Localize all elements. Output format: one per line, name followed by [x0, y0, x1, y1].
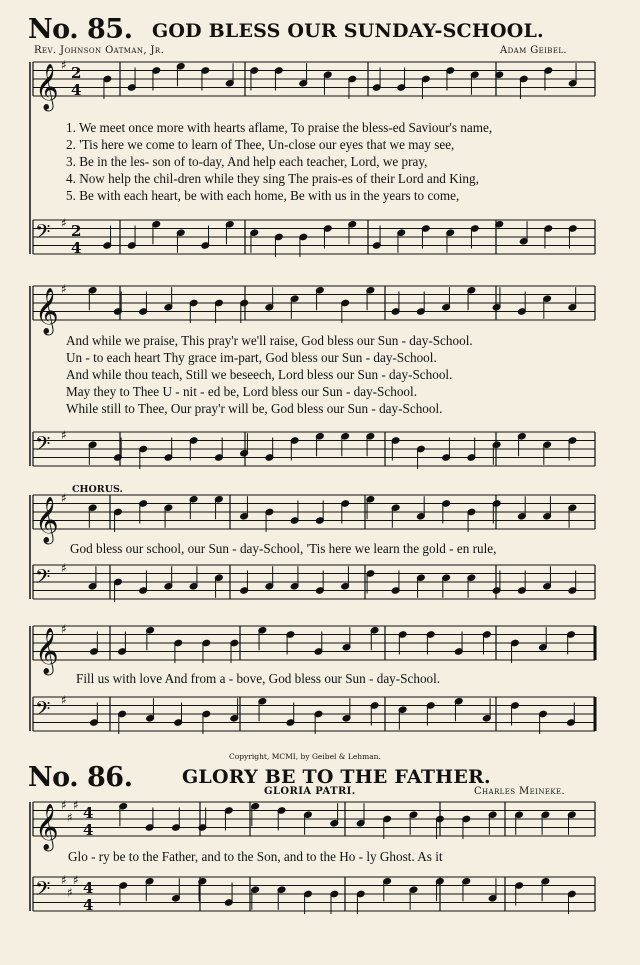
hymn-86-lyric-line: Glo - ry be to the Father, and to the Son, and to the Ho - ly Ghost. As it	[68, 849, 443, 864]
time-signature: 2	[71, 64, 82, 82]
bass-clef: 𝄢	[35, 220, 51, 249]
verses-block-b	[66, 332, 473, 417]
verse-line: 5. Be with each heart, be with each home, Be with us in the years to come,	[66, 188, 460, 203]
chorus-label: CHORUS.	[72, 484, 123, 495]
key-signature-sharp: ♯	[61, 797, 67, 812]
copyright-notice: Copyright, MCMI, by Geibel & Lehman.	[229, 752, 381, 761]
verse-line: May they to Thee U - nit - ed be, Lord bless our Sun - day-School.	[66, 384, 417, 399]
time-signature: 4	[83, 896, 94, 914]
key-signature-sharp: ♯	[61, 872, 67, 887]
treble-clef: 𝄞	[35, 497, 59, 543]
verse-line: 3. Be in the les- son of to-day, And help each teacher, Lord, we pray,	[66, 154, 428, 169]
time-signature: 4	[83, 804, 94, 822]
hymn-86-composer: Charles Meineke.	[474, 786, 566, 797]
hymn-85-composer: Adam Geibel.	[500, 45, 567, 56]
hymn-85-lyricist: Rev. Johnson Oatman, Jr.	[34, 45, 165, 56]
treble-clef: 𝄞	[35, 628, 59, 674]
bass-clef: 𝄢	[35, 877, 51, 906]
time-signature: 4	[83, 879, 94, 897]
key-signature-sharp: ♯	[61, 427, 67, 442]
key-signature-sharp: ♯	[61, 621, 67, 636]
verse-line: 4. Now help the chil-dren while they sing The prais-es of their Lord and King,	[66, 171, 479, 186]
bass-clef: 𝄢	[35, 432, 51, 461]
hymn-86-number: No. 86.	[28, 762, 133, 793]
verses-block-a	[66, 119, 492, 204]
time-signature: 4	[71, 81, 82, 99]
key-signature-sharp: ♯	[73, 797, 79, 812]
key-signature-sharp: ♯	[67, 885, 73, 900]
hymn-85-number: No. 85.	[28, 14, 133, 45]
key-signature-sharp: ♯	[61, 281, 67, 296]
treble-clef: 𝄞	[35, 64, 59, 110]
key-signature-sharp: ♯	[67, 810, 73, 825]
chorus-lyric-line: God bless our school, our Sun - day-School, 'Tis here we learn the gold - en rule,	[70, 541, 497, 556]
treble-clef: 𝄞	[35, 288, 59, 334]
verse-line: 1. We meet once more with hearts aflame, To praise the bless-ed Saviour's name,	[66, 120, 493, 135]
time-signature: 4	[71, 239, 82, 257]
key-signature-sharp: ♯	[61, 490, 67, 505]
time-signature: 4	[83, 821, 94, 839]
verse-line: And while we praise, This pray'r we'll raise, God bless our Sun - day-School.	[66, 333, 473, 348]
time-signature: 2	[71, 222, 82, 240]
verse-line: 2. 'Tis here we come to learn of Thee, Un-close our eyes that we may see,	[66, 137, 455, 152]
treble-clef: 𝄞	[35, 804, 59, 850]
hymn-86-title: GLORY BE TO THE FATHER.	[182, 766, 491, 788]
key-signature-sharp: ♯	[61, 57, 67, 72]
key-signature-sharp: ♯	[61, 560, 67, 575]
bass-clef: 𝄢	[35, 697, 51, 726]
key-signature-sharp: ♯	[73, 872, 79, 887]
verse-line: While still to Thee, Our pray'r will be, God bless our Sun - day-School.	[66, 401, 443, 416]
chorus-lyric-line: Fill us with love And from a - bove, God bless our Sun - day-School.	[76, 671, 441, 686]
key-signature-sharp: ♯	[61, 692, 67, 707]
verse-line: Un - to each heart Thy grace im-part, God bless our Sun - day-School.	[66, 350, 437, 365]
hymn-85-title: GOD BLESS OUR SUNDAY-SCHOOL.	[152, 20, 544, 42]
key-signature-sharp: ♯	[61, 215, 67, 230]
hymn-86-subtitle: GLORIA PATRI.	[264, 786, 356, 797]
bass-clef: 𝄢	[35, 565, 51, 594]
verse-line: And while thou teach, Still we beseech, Lord bless our Sun - day-School.	[66, 367, 453, 382]
